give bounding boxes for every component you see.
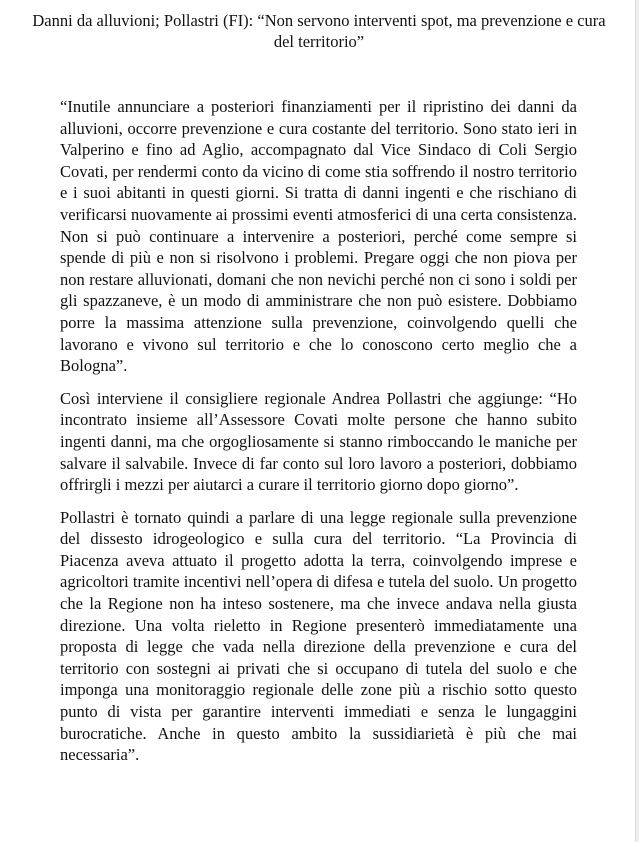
document-body [60, 96, 577, 777]
paragraph-3: Pollastri è tornato quindi a parlare di una legge regionale sulla prevenzione del dissesto idrogeologico e sulla cura del territorio. “La Provincia di Piacenza aveva attuato il progetto adotta la terra, coinvolgendo imprese e agricoltori tramite incentivi nell’opera di difesa e tutela del suolo. Un progetto che la Regione non ha inteso sostenere, ma che invece andava nella giusta direzione. Una volta rieletto in Regione presenterò immediatamente una proposta di legge che vada nella direzione della prevenzione e cura del territorio con sostegni ai privati che si occupano di tutela del suolo e che imponga una monitoraggio regionale delle zone più a rischio sotto questo punto di vista per garantire interventi immediati e senza le lungaggini burocratiche. Anche in questo ambito la sussidiarietà è più che mai necessaria”. [60, 507, 577, 765]
paragraph-2: Così interviene il consigliere regionale Andrea Pollastri che aggiunge: “Ho incontrato insieme all’Assessore Covati molte persone che hanno subito ingenti danni, ma che orgogliosamente si stanno rimboccando le maniche per salvare il salvabile. Invece di far conto sul loro lavoro a posteriori, dobbiamo offrirgli i mezzi per aiutarci a curare il territorio giorno dopo giorno”. [60, 388, 577, 495]
paragraph-1: “Inutile annunciare a posteriori finanziamenti per il ripristino dei danni da alluvioni, occorre prevenzione e cura costante del territorio. Sono stato ieri in Valperino e fino ad Aglio, accompagnato dal Vice Sindaco di Coli Sergio Covati, per rendermi conto da vicino di come stia soffrendo il nostro territorio e i suoi abitanti in questi giorni. Si tratta di danni ingenti e che rischiano di verificarsi nuovamente ai prossimi eventi atmosferici di una certa consistenza. Non si può continuare a intervenire a posteriori, perché come sempre si spende di più e non si risolvono i problemi. Pregare oggi che non piova per non restare alluvionati, domani che non nevichi perché non ci sono i soldi per gli spazzaneve, è un modo di amministrare che non può esistere. Dobbiamo porre la massima attenzione sulla prevenzione, coinvolgendo quelli che lavorano e vivono sul territorio e che lo conoscono certo meglio che a Bologna”. [60, 97, 577, 376]
document-title: Danni da alluvioni; Pollastri (FI): “Non servono interventi spot, ma prevenzione e cura del territorio” [32, 11, 606, 51]
